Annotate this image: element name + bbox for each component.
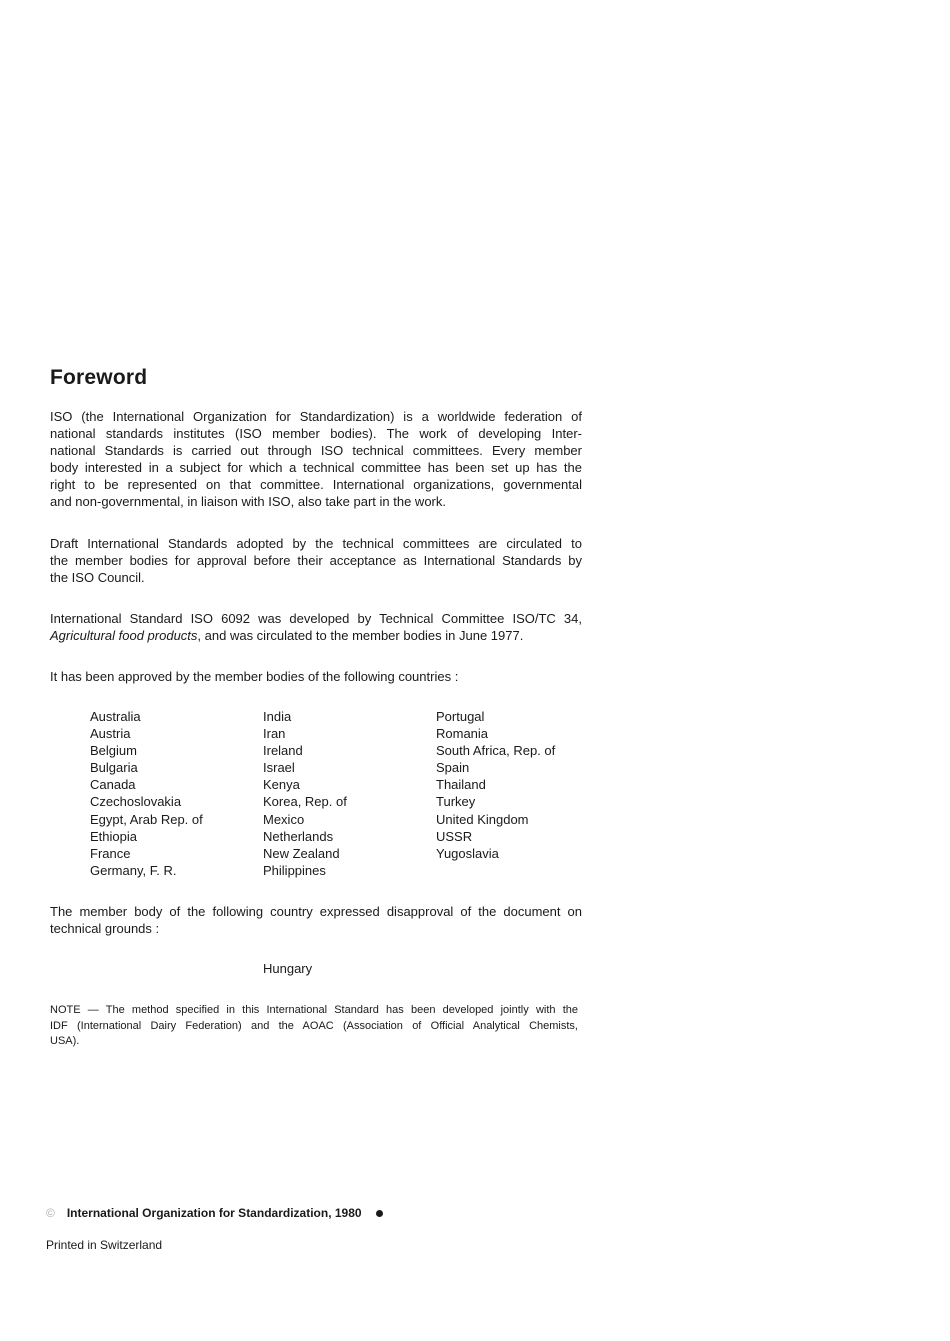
country-item: Mexico: [263, 811, 305, 827]
bullet-icon: [376, 1210, 383, 1217]
copyright-icon: ©: [46, 1206, 55, 1220]
copyright-text: International Organization for Standardization, 1980: [66, 1206, 362, 1220]
country-item: France: [90, 845, 131, 861]
paragraph-line: body interested in a subject for which a technical committee has been set up has the: [50, 460, 582, 475]
note-paragraph: [50, 1003, 578, 1050]
country-item: Portugal: [436, 709, 485, 724]
note-line: IDF (International Dairy Federation) and the AOAC (Association of Official Analytical Chemists,: [50, 1019, 578, 1032]
country-item: Kenya: [263, 777, 300, 793]
paragraph-line: the member bodies for approval before their acceptance as International Standards by: [50, 553, 582, 568]
country-item: Egypt, Arab Rep. of: [90, 811, 203, 827]
standard-origin-paragraph: [50, 610, 582, 644]
country-item: India: [263, 709, 292, 724]
draft-standards-paragraph: [50, 535, 582, 586]
country-item: Thailand: [436, 777, 486, 793]
country-item: Yugoslavia: [436, 845, 499, 861]
paragraph-line: It has been approved by the member bodies of the following countries :: [50, 669, 459, 684]
approval-paragraph: [50, 668, 582, 685]
paragraph-line: International Standard ISO 6092 was developed by Technical Committee ISO/TC 34,: [50, 611, 582, 626]
page-title: Foreword: [50, 366, 148, 389]
paragraph-line: right to be represented on that committee. International organizations, governmental: [50, 477, 582, 492]
country-item: Philippines: [263, 862, 326, 878]
disapproval-paragraph: [50, 903, 582, 937]
country-item: United Kingdom: [436, 811, 529, 827]
copyright-line: [46, 1206, 383, 1220]
note-line: NOTE — The method specified in this International Standard has been developed jointly with the: [50, 1004, 578, 1016]
iso-description-paragraph: [50, 408, 582, 510]
country-item: Korea, Rep. of: [263, 794, 347, 810]
country-item: Israel: [263, 760, 295, 776]
paragraph-line: ISO (the International Organization for Standardization) is a worldwide federation of: [50, 409, 582, 424]
committee-title: Agricultural food products: [50, 628, 198, 643]
country-item: New Zealand: [263, 845, 340, 861]
country-item: Czechoslovakia: [90, 794, 182, 810]
paragraph-line: Draft International Standards adopted by the technical committees are circulated to: [50, 536, 582, 551]
country-item: Spain: [436, 760, 470, 776]
country-column: [90, 708, 260, 879]
paragraph-line-rest: , and was circulated to the member bodies in June 1977.: [197, 628, 524, 643]
paragraph-line: and non-governmental, in liaison with ISO, also take part in the work.: [50, 494, 446, 509]
paragraph-line: [50, 627, 582, 644]
paragraph-line: technical grounds :: [50, 921, 160, 936]
printed-location: Printed in Switzerland: [46, 1238, 163, 1252]
country-item: South Africa, Rep. of: [436, 743, 556, 759]
disapproving-country: Hungary: [263, 961, 313, 976]
country-item: Austria: [90, 726, 131, 742]
country-item: Ethiopia: [90, 828, 137, 844]
paragraph-line: The member body of the following country expressed disapproval of the document on: [50, 904, 582, 919]
country-item: Iran: [263, 726, 286, 742]
country-item: Romania: [436, 726, 489, 742]
country-item: Australia: [90, 709, 141, 724]
country-item: Ireland: [263, 743, 303, 759]
country-column: [436, 708, 606, 862]
country-item: USSR: [436, 828, 473, 844]
country-item: Canada: [90, 777, 136, 793]
paragraph-line: national Standards is carried out through ISO technical committees. Every member: [50, 443, 582, 458]
country-item: Bulgaria: [90, 760, 138, 776]
country-item: Belgium: [90, 743, 137, 759]
country-column: [263, 708, 433, 879]
paragraph-line: national standards institutes (ISO member bodies). The work of developing Inter-: [50, 426, 582, 441]
paragraph-line: the ISO Council.: [50, 570, 145, 585]
country-item: Germany, F. R.: [90, 862, 177, 878]
country-item: Netherlands: [263, 828, 334, 844]
country-item: Turkey: [436, 794, 476, 810]
note-line: USA).: [50, 1035, 80, 1047]
